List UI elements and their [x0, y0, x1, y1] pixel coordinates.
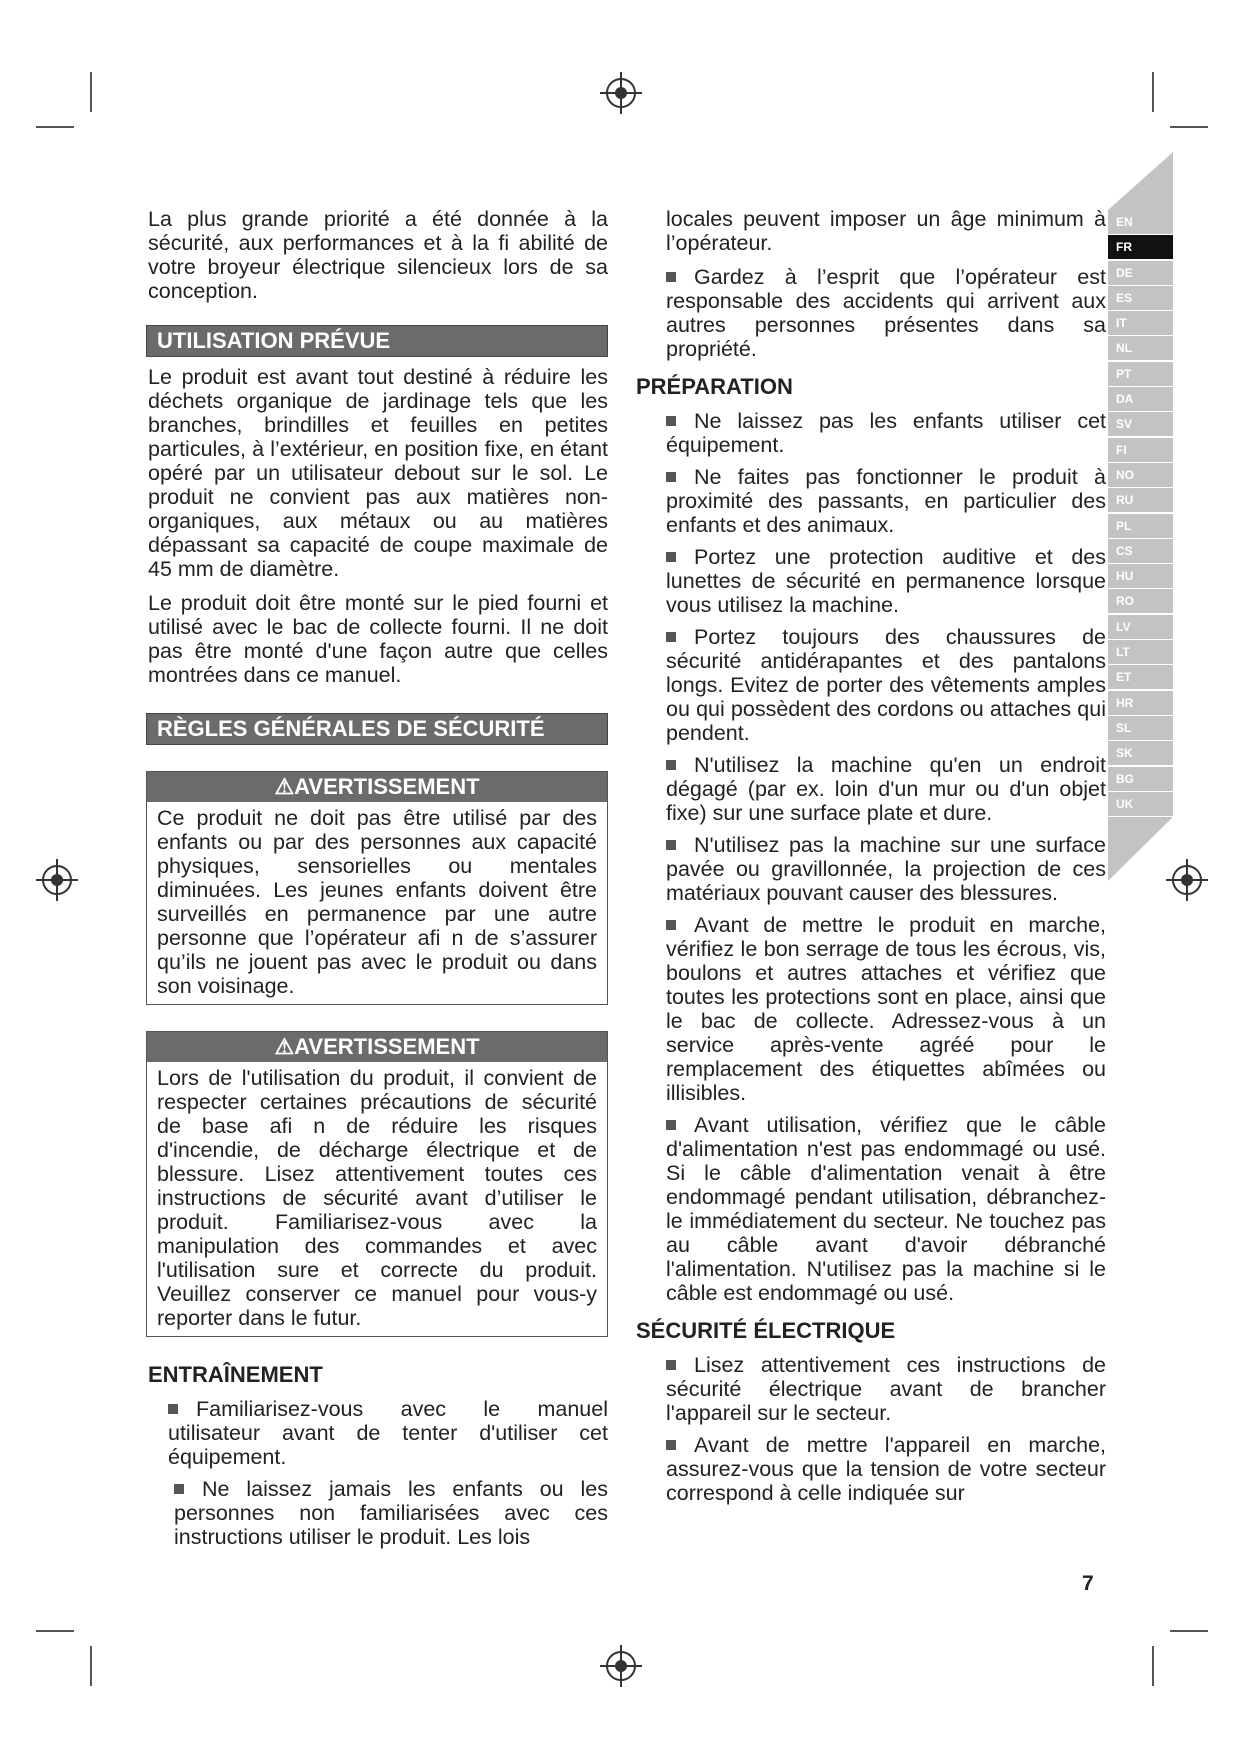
bullet-icon [666, 760, 676, 770]
heading-entrainement: ENTRAÎNEMENT [148, 1362, 323, 1387]
list-item: N'utilisez pas la machine sur une surface pavée ou gravillonnée, la projection de ces matériaux pouvant causer des blessures. [666, 833, 1106, 905]
crop-mark [1170, 126, 1208, 128]
section-heading-utilisation: UTILISATION PRÉVUE [146, 325, 608, 357]
warning-text: Ce produit ne doit pas être utilisé par des enfants ou par des personnes aux capacité physiques, sensorielles ou mentales diminuées. Les jeunes enfants doivent être surveillés en permanence par une autre personne que l’opérateur afi n de s’assurer qu’ils ne jouent pas avec le produit ou dans son voisinage. [157, 806, 597, 998]
intro-text: La plus grande priorité a été donnée à la sécurité, aux performances et à la fi abilité de votre broyeur électrique silencieux lors de sa conception. [148, 207, 608, 303]
crop-mark [36, 126, 74, 128]
warning-icon: ⚠ [274, 1034, 295, 1059]
list-item: Avant utilisation, vérifiez que le câble d'alimentation n'est pas endommagé ou usé. Si le câble d'alimentation venait à être endommagé pendant utilisation, débranchez-le immédiatement du secteur. Ne touchez pas au câble avant d'avoir débranché l'alimentation. N'utilisez pas la machine si le câble est endommagé ou usé. [666, 1113, 1106, 1305]
list-item: N'utilisez la machine qu'en un endroit dégagé (par ex. loin d'un mur ou d'un objet fixe) sur une surface plate et dure. [666, 753, 1106, 825]
list-item: Lisez attentivement ces instructions de sécurité électrique avant de brancher l'appareil sur le secteur. [666, 1353, 1106, 1425]
heading-preparation: PRÉPARATION [636, 374, 793, 399]
registration-mark-icon [42, 865, 72, 895]
language-tab-no[interactable]: NO [1108, 463, 1173, 487]
warning-title: AVERTISSEMENT [294, 774, 480, 799]
language-tab-cs[interactable]: CS [1108, 539, 1173, 563]
bullet-icon [666, 1120, 676, 1130]
crop-mark [1152, 1646, 1154, 1686]
list-item: Familiarisez-vous avec le manuel utilisateur avant de tenter d'utiliser cet équipement. [168, 1397, 608, 1469]
language-tab-es[interactable]: ES [1108, 286, 1173, 310]
right-column [636, 207, 1126, 1513]
section-heading-regles: RÈGLES GÉNÉRALES DE SÉCURITÉ [146, 713, 608, 745]
paragraph: locales peuvent imposer un âge minimum à l’opérateur. [666, 207, 1106, 255]
bullet-icon [666, 1360, 676, 1370]
list-item: Gardez à l’esprit que l’opérateur est responsable des accidents qui arrivent aux autres personnes présentes dans sa propriété. [666, 265, 1106, 361]
list-item: Ne laissez pas les enfants utiliser cet équipement. [666, 409, 1106, 457]
warning-box [146, 1031, 608, 1337]
paragraph: Le produit est avant tout destiné à réduire les déchets organique de jardinage tels que les branches, brindilles et feuilles en petites particules, à l’extérieur, en position fixe, en étant opéré par un utilisateur debout sur le sol. Le produit ne convient pas aux matières non-organiques, aux métaux ou au matières dépassant sa capacité de coupe maximale de 45 mm de diamètre. [148, 365, 608, 581]
language-tab-pl[interactable]: PL [1108, 514, 1173, 538]
list-item: Portez toujours des chaussures de sécurité antidérapantes et des pantalons longs. Evitez de porter des vêtements amples ou qui possèdent des cordons ou attaches qui pendent. [666, 625, 1106, 745]
bullet-icon [666, 840, 676, 850]
bullet-icon [168, 1404, 178, 1414]
bullet-icon [666, 552, 676, 562]
language-tab-it[interactable]: IT [1108, 311, 1173, 335]
language-tab-en[interactable]: EN [1108, 210, 1173, 234]
registration-mark-icon [606, 78, 636, 108]
paragraph: Le produit doit être monté sur le pied fourni et utilisé avec le bac de collecte fourni. Il ne doit pas être monté d'une façon autre que celles montrées dans ce manuel. [148, 591, 608, 687]
language-tab-uk[interactable]: UK [1108, 792, 1173, 816]
language-tab-bg[interactable]: BG [1108, 767, 1173, 791]
language-tab-sv[interactable]: SV [1108, 412, 1173, 436]
list-item: Ne faites pas fonctionner le produit à proximité des passants, en particulier des enfants et des animaux. [666, 465, 1106, 537]
list-item: Avant de mettre le produit en marche, vérifiez le bon serrage de tous les écrous, vis, boulons et autres attaches et vérifiez que toutes les protections sont en place, ainsi que le bac de collecte. Adressez-vous à un service après-vente agréé pour le remplacement des étiquettes abîmées ou illisibles. [666, 913, 1106, 1105]
crop-mark [1152, 72, 1154, 112]
crop-mark [90, 72, 92, 112]
language-tab-fi[interactable]: FI [1108, 438, 1173, 462]
list-item: Avant de mettre l'appareil en marche, assurez-vous que la tension de votre secteur correspond à celle indiquée sur [666, 1433, 1106, 1505]
bullet-icon [174, 1484, 184, 1494]
language-tab-hu[interactable]: HU [1108, 564, 1173, 588]
warning-text: Lors de l'utilisation du produit, il convient de respecter certaines précautions de sécurité de base afi n de réduire les risques d'incendie, de décharge électrique et de blessure. Lisez attentivement toutes ces instructions de sécurité avant d’utiliser le produit. Familiarisez-vous avec la manipulation des commandes et avec l'utilisation sure et correcte du produit. Veuillez conserver ce manuel pour vous-y reporter dans le futur. [157, 1066, 597, 1330]
bullet-icon [666, 272, 676, 282]
registration-mark-icon [606, 1651, 636, 1681]
registration-mark-icon [1172, 865, 1202, 895]
language-tab-sk[interactable]: SK [1108, 741, 1173, 765]
bullet-icon [666, 632, 676, 642]
language-tab-de[interactable]: DE [1108, 261, 1173, 285]
language-tab-pt[interactable]: PT [1108, 362, 1173, 386]
language-tab-fr[interactable]: FR [1108, 235, 1173, 259]
language-tab-lt[interactable]: LT [1108, 640, 1173, 664]
language-tab-hr[interactable]: HR [1108, 691, 1173, 715]
language-tabs [1108, 152, 1173, 881]
language-tab-ru[interactable]: RU [1108, 488, 1173, 512]
left-column [148, 207, 608, 1557]
crop-mark [1170, 1630, 1208, 1632]
language-tab-nl[interactable]: NL [1108, 336, 1173, 360]
language-tab-da[interactable]: DA [1108, 387, 1173, 411]
warning-icon: ⚠ [274, 774, 295, 799]
warning-box [146, 771, 608, 1005]
bullet-icon [666, 472, 676, 482]
page-number: 7 [1082, 1572, 1094, 1595]
crop-mark [36, 1630, 74, 1632]
bullet-icon [666, 920, 676, 930]
warning-title: AVERTISSEMENT [294, 1034, 480, 1059]
list-item: Portez une protection auditive et des lunettes de sécurité en permanence lorsque vous utilisez la machine. [666, 545, 1106, 617]
bullet-icon [666, 1440, 676, 1450]
crop-mark [90, 1646, 92, 1686]
bullet-icon [666, 416, 676, 426]
language-tab-et[interactable]: ET [1108, 665, 1173, 689]
language-tab-ro[interactable]: RO [1108, 589, 1173, 613]
language-tab-lv[interactable]: LV [1108, 615, 1173, 639]
heading-securite-electrique: SÉCURITÉ ÉLECTRIQUE [636, 1318, 896, 1343]
language-tab-sl[interactable]: SL [1108, 716, 1173, 740]
list-item: Ne laissez jamais les enfants ou les personnes non familiarisées avec ces instructions utiliser le produit. Les lois [174, 1477, 608, 1549]
